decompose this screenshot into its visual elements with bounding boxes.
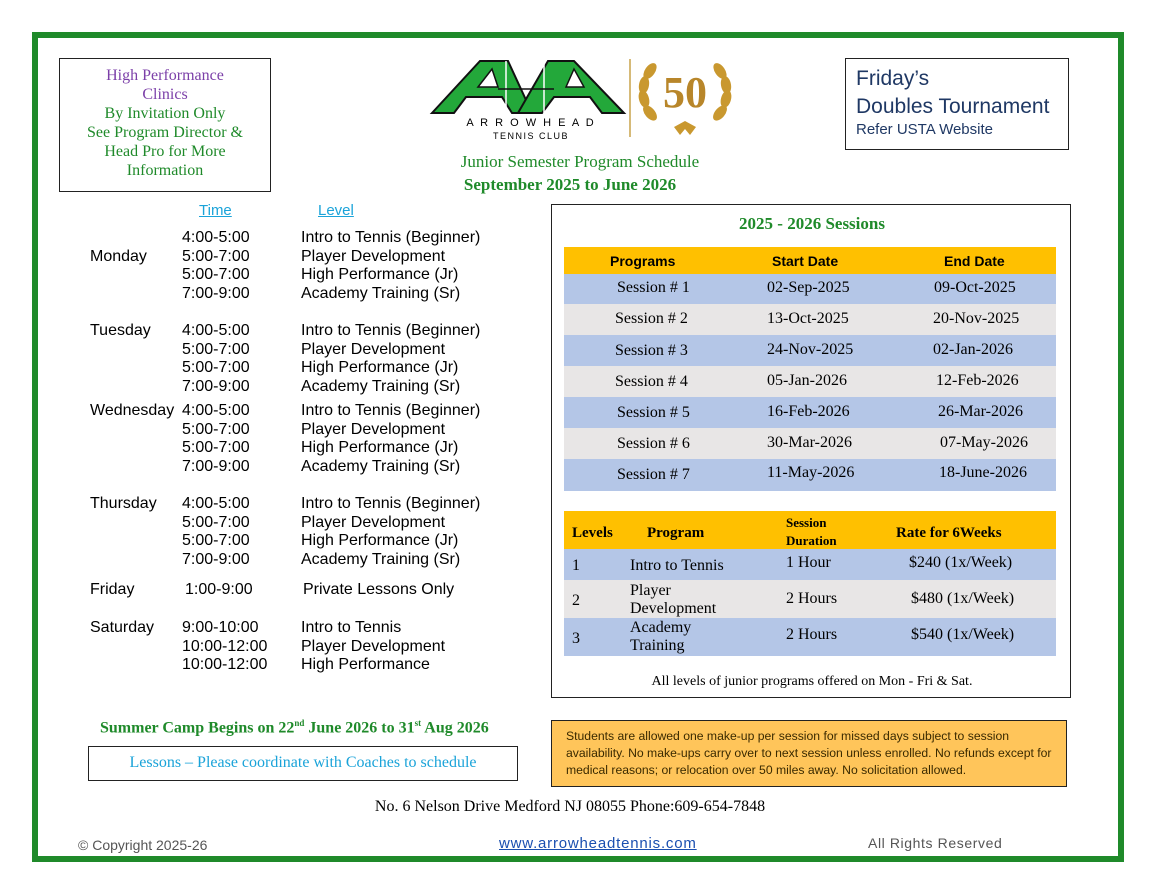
- friday-line: Doubles Tournament: [856, 95, 1050, 118]
- level-item: Academy Training (Sr): [301, 377, 461, 395]
- time-slot: 7:00-9:00: [182, 550, 250, 568]
- invite-line: Head Pro for More: [104, 143, 226, 160]
- level-item: Academy Training (Sr): [301, 284, 461, 302]
- level-item: Player Development: [301, 637, 446, 655]
- table-cell: Session # 7: [617, 466, 690, 483]
- rate-cell: 2 Hours: [786, 626, 838, 643]
- table-cell: 09-Oct-2025: [934, 279, 1016, 296]
- rate-row: [564, 549, 1056, 580]
- sessions-table: [564, 247, 1056, 491]
- table-row: [564, 335, 1056, 366]
- invite-line: Information: [126, 162, 204, 179]
- table-cell: 12-Feb-2026: [936, 372, 1019, 389]
- rate-cell: $480 (1x/Week): [911, 590, 1015, 607]
- table-cell: Session # 6: [617, 435, 690, 452]
- header-cell: Levels: [572, 525, 613, 541]
- schedule-title: Junior Semester Program Schedule: [460, 152, 700, 171]
- day-label: Saturday: [90, 619, 155, 636]
- time-slot: 4:00-5:00: [182, 322, 250, 339]
- table-cell: 02-Sep-2025: [767, 279, 850, 296]
- table-row: [564, 397, 1056, 428]
- copyright-text: © Copyright 2025-26: [78, 837, 208, 853]
- table-cell: Session # 1: [617, 279, 690, 296]
- time-slot: 5:00-7:00: [182, 340, 250, 358]
- level-item: Intro to Tennis (Beginner): [301, 495, 481, 512]
- day-label: Thursday: [90, 495, 157, 512]
- table-row: [564, 304, 1056, 335]
- table-cell: Session # 2: [615, 310, 688, 327]
- header-cell: End Date: [944, 253, 1005, 269]
- level-item: Player Development: [301, 513, 446, 531]
- level-item: Private Lessons Only: [303, 581, 455, 598]
- schedule-dates: September 2025 to June 2026: [463, 175, 677, 194]
- level-item: Intro to Tennis (Beginner): [301, 229, 481, 246]
- time-list: [182, 402, 292, 476]
- table-cell: 26-Mar-2026: [938, 403, 1023, 420]
- level-item: Intro to Tennis: [301, 619, 402, 636]
- table-cell: Session # 4: [615, 373, 688, 390]
- sessions-title: 2025 - 2026 Sessions: [739, 214, 885, 233]
- summer-text: Summer Camp Begins on 22: [100, 719, 295, 737]
- lessons-box: Lessons – Please coordinate with Coaches to schedule: [88, 746, 518, 781]
- header-cell: Rate for 6Weeks: [896, 525, 1002, 541]
- table-cell: 11-May-2026: [767, 464, 855, 481]
- level-item: High Performance: [301, 656, 430, 674]
- time-list: [182, 229, 292, 303]
- rates-header-row: [564, 511, 1056, 549]
- time-slot: 4:00-5:00: [182, 495, 250, 512]
- day-label: Tuesday: [90, 322, 151, 339]
- level-item: High Performance (Jr): [301, 266, 459, 284]
- level-item: Intro to Tennis (Beginner): [301, 322, 481, 339]
- rate-cell: Player: [630, 582, 671, 599]
- table-row: [564, 459, 1056, 491]
- time-slot: 4:00-5:00: [182, 229, 250, 246]
- table-row: [564, 274, 1056, 304]
- rate-cell: 2: [572, 592, 580, 609]
- header-cell: Session: [786, 515, 827, 530]
- policy-box: Students are allowed one make-up per session for missed days subject to session availability. No make-ups carry over to next session unless enrolled. No refunds except for medical reasons; or relocation over 50 miles away. No solicitation allowed.: [551, 720, 1067, 787]
- rate-cell: 1 Hour: [786, 554, 831, 571]
- arrowhead-logo: [428, 55, 740, 145]
- programs-note: All levels of junior programs offered on Mon - Fri & Sat.: [651, 674, 973, 689]
- level-item: Player Development: [301, 247, 446, 265]
- level-column-header: Level: [318, 202, 354, 219]
- header-cell: Duration: [786, 533, 837, 548]
- rate-cell: $240 (1x/Week): [909, 554, 1013, 571]
- level-list: [301, 495, 541, 569]
- invite-line: Clinics: [142, 86, 188, 103]
- time-slot: 9:00-10:00: [182, 619, 259, 636]
- sessions-header-row: [564, 247, 1056, 274]
- table-cell: 24-Nov-2025: [767, 341, 854, 358]
- rate-cell: 1: [572, 557, 580, 574]
- time-list: [182, 495, 292, 569]
- rights-text: All Rights Reserved: [868, 835, 1003, 851]
- rates-table: [564, 511, 1056, 656]
- table-cell: 16-Feb-2026: [767, 403, 850, 420]
- level-item: Player Development: [301, 340, 446, 358]
- time-slot: 5:00-7:00: [182, 439, 250, 457]
- anniversary-number: 50: [663, 68, 707, 117]
- header-cell: Program: [647, 525, 705, 541]
- time-slot: 5:00-7:00: [182, 266, 250, 284]
- invitation-box: [59, 58, 271, 192]
- table-cell: 18-June-2026: [939, 464, 1027, 481]
- website-link[interactable]: www.arrowheadtennis.com: [499, 835, 697, 852]
- level-list: [301, 402, 541, 476]
- header-cell: Start Date: [772, 253, 839, 269]
- table-cell: 05-Jan-2026: [767, 372, 847, 389]
- rate-cell: Academy: [630, 619, 692, 636]
- table-cell: 30-Mar-2026: [767, 434, 852, 451]
- time-column-header: Time: [199, 202, 232, 219]
- sessions-panel: [551, 204, 1071, 698]
- time-slot: 7:00-9:00: [182, 457, 250, 475]
- invite-line: See Program Director &: [87, 124, 243, 141]
- club-address: No. 6 Nelson Drive Medford NJ 08055 Phone:609-654-7848: [374, 798, 766, 815]
- summer-sup: st: [414, 718, 422, 728]
- table-row: [564, 366, 1056, 397]
- rate-cell: Training: [630, 637, 685, 654]
- level-list: [301, 229, 541, 303]
- day-label: Friday: [90, 581, 135, 598]
- rate-cell: $540 (1x/Week): [911, 626, 1015, 643]
- level-item: High Performance (Jr): [301, 359, 459, 377]
- rate-cell: Development: [630, 600, 717, 617]
- table-row: [564, 428, 1056, 459]
- friday-tournament-box: [845, 58, 1069, 150]
- level-list: [303, 581, 543, 600]
- level-list: [301, 322, 541, 396]
- time-slot: 5:00-7:00: [182, 420, 250, 438]
- summer-text: June 2026 to 31: [304, 719, 415, 737]
- table-cell: Session # 3: [615, 342, 688, 359]
- level-item: Intro to Tennis (Beginner): [301, 402, 481, 419]
- time-slot: 4:00-5:00: [182, 402, 250, 419]
- invite-line: High Performance: [106, 67, 224, 84]
- table-cell: 02-Jan-2026: [933, 341, 1013, 358]
- level-item: High Performance (Jr): [301, 532, 459, 550]
- summer-sup: nd: [294, 718, 305, 728]
- time-slot: 5:00-7:00: [182, 513, 250, 531]
- level-item: Academy Training (Sr): [301, 550, 461, 568]
- header-cell: Programs: [610, 253, 676, 269]
- logo-brand-text: A R R O W H E A D: [466, 117, 596, 129]
- time-list: [185, 581, 295, 600]
- rate-cell: Intro to Tennis: [630, 557, 724, 574]
- time-list: [182, 619, 292, 675]
- level-item: High Performance (Jr): [301, 439, 459, 457]
- day-label: Monday: [90, 248, 147, 265]
- rate-row: [564, 618, 1056, 656]
- friday-line: Friday’s: [856, 67, 930, 90]
- friday-line: Refer USTA Website: [856, 121, 993, 138]
- table-cell: Session # 5: [617, 404, 690, 421]
- summer-text: Aug 2026: [421, 719, 489, 737]
- logo-sub-text: TENNIS CLUB: [492, 131, 569, 141]
- table-cell: 13-Oct-2025: [767, 310, 849, 327]
- time-slot: 5:00-7:00: [182, 532, 250, 550]
- time-slot: 1:00-9:00: [185, 581, 253, 598]
- time-slot: 5:00-7:00: [182, 247, 250, 265]
- level-item: Player Development: [301, 420, 446, 438]
- table-cell: 20-Nov-2025: [933, 310, 1020, 327]
- rate-cell: 3: [572, 630, 580, 647]
- summer-camp-notice: [100, 718, 489, 737]
- time-list: [182, 322, 292, 396]
- rate-cell: 2 Hours: [786, 590, 838, 607]
- time-slot: 7:00-9:00: [182, 377, 250, 395]
- level-item: Academy Training (Sr): [301, 457, 461, 475]
- time-slot: 10:00-12:00: [182, 656, 268, 674]
- day-label: Wednesday: [90, 402, 175, 419]
- invite-line: By Invitation Only: [104, 105, 226, 122]
- rate-row: [564, 580, 1056, 618]
- time-slot: 10:00-12:00: [182, 637, 268, 655]
- table-cell: 07-May-2026: [940, 434, 1028, 451]
- time-slot: 5:00-7:00: [182, 359, 250, 377]
- level-list: [301, 619, 541, 675]
- time-slot: 7:00-9:00: [182, 284, 250, 302]
